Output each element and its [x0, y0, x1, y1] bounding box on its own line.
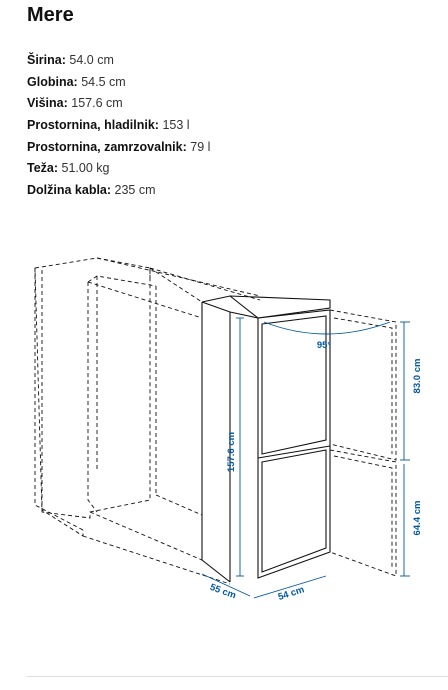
dimensions-list — [27, 50, 210, 202]
spec-depth — [27, 72, 210, 94]
spec-value: 54.5 cm — [81, 74, 126, 89]
spec-label: Višina: — [27, 96, 68, 111]
dimension-diagram — [0, 240, 448, 620]
spec-height — [27, 93, 210, 115]
spec-fridge-volume — [27, 115, 210, 137]
width-dimension-label: 54 cm — [276, 584, 306, 604]
spec-label: Prostornina, zamrzovalnik: — [27, 139, 187, 154]
section-divider — [27, 676, 448, 677]
height-dimension-label: 157.6 cm — [226, 431, 237, 473]
spec-width — [27, 50, 210, 72]
spec-value: 54.0 cm — [69, 53, 114, 67]
depth-dimension-label: 55 cm — [208, 581, 238, 602]
fridge-body — [202, 296, 330, 582]
freezer-door-dimension-label: 64.4 cm — [412, 500, 423, 536]
spec-label: Prostornina, hladilnik: — [27, 118, 159, 133]
spec-value: 157.6 cm — [71, 96, 123, 111]
spec-label: Globina: — [27, 74, 78, 89]
spec-value: 153 l — [162, 118, 190, 133]
spec-value: 235 cm — [114, 183, 156, 198]
cabinet-outline — [35, 258, 260, 584]
door-angle-label: 95° — [316, 340, 332, 351]
spec-freezer-volume — [27, 137, 210, 159]
spec-label: Teža: — [27, 161, 59, 176]
spec-weight — [27, 158, 210, 180]
spec-cable-length — [27, 180, 210, 202]
fridge-door-dimension-label: 83.0 cm — [412, 358, 423, 394]
spec-label: Širina: — [27, 53, 66, 67]
spec-label: Dolžina kabla: — [27, 183, 112, 198]
spec-value: 51.00 kg — [61, 161, 110, 176]
page-title: Mere — [27, 4, 74, 26]
open-doors — [330, 310, 396, 576]
spec-value: 79 l — [190, 139, 211, 154]
